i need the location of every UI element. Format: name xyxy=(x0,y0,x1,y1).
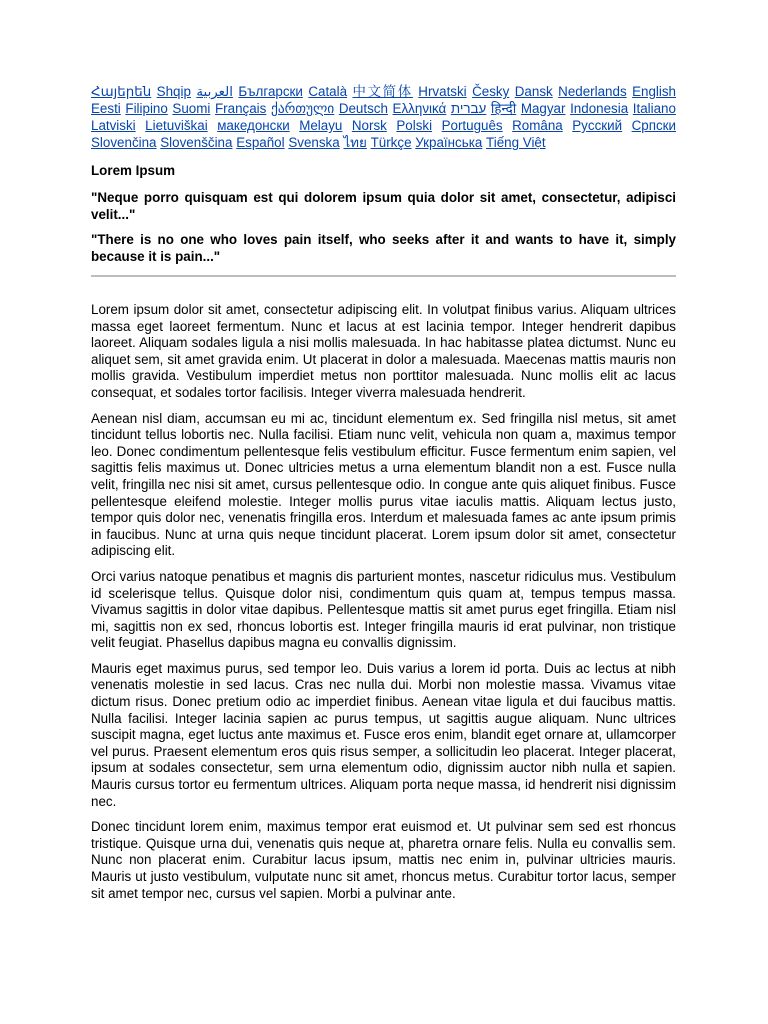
divider xyxy=(91,275,676,277)
language-link-estonian[interactable]: Eesti xyxy=(91,101,121,116)
language-link-filipino[interactable]: Filipino xyxy=(125,101,168,116)
paragraph-3: Orci varius natoque penatibus et magnis dis parturient montes, nascetur ridiculus mus. Vestibulum id scelerisque tellus. Quisque dolor nisi, condimentum quis quam at, tempus tempus massa. Vivamus sagittis in dolor vitae dapibus. Pellentesque mattis sit amet purus eget fringilla. Etiam nisl mi, sagittis non ex sed, rhoncus lobortis est. Integer fringilla mauris id erat pulvinar, non tristique velit feugiat. Phasellus dapibus magna eu convallis dignissim. xyxy=(91,568,676,651)
language-link-swedish[interactable]: Svenska xyxy=(288,135,340,150)
language-link-dutch[interactable]: Nederlands xyxy=(558,84,627,99)
language-link-latvian[interactable]: Latviski xyxy=(91,118,136,133)
language-link-polish[interactable]: Polski xyxy=(396,118,433,133)
paragraph-4: Mauris eget maximus purus, sed tempor leo. Duis varius a lorem id porta. Duis ac lectus at nibh venenatis molestie in sed lacus. Cras nec nulla dui. Morbi non molestie massa. Vivamus vitae dictum risus. Donec pretium odio ac imperdiet finibus. Aenean vitae ligula et dui faucibus mattis. Nulla facilisi. Integer lacinia sapien ac purus tempus, ut sagittis augue aliquam. Nunc ultrices suscipit magna, eget luctus ante maximus et. Fusce eros enim, blandit eget ornare at, ullamcorper vel purus. Praesent elementum eros quis risus semper, a sollicitudin leo placerat. Integer placerat, ipsum at sodales consectetur, sem urna elementum odio, dignissim auctor nibh nulla et sapien. Mauris cursus tortor eu fermentum ultrices. Aliquam porta neque massa, id hendrerit nisi dignissim nec. xyxy=(91,660,676,809)
language-link-chinese[interactable]: 中文简体 xyxy=(352,84,413,99)
language-link-german[interactable]: Deutsch xyxy=(338,101,388,116)
language-link-russian[interactable]: Pyccкий xyxy=(572,118,623,133)
language-link-serbian[interactable]: Српски xyxy=(631,118,676,133)
language-link-ukrainian[interactable]: Українська xyxy=(415,135,483,150)
quote-latin: "Neque porro quisquam est qui dolorem ipsum quia dolor sit amet, consectetur, adipisci velit..." xyxy=(91,190,676,222)
paragraph-5: Donec tincidunt lorem enim, maximus tempor erat euismod et. Ut pulvinar sem sed est rhoncus tristique. Quisque urna dui, venenatis quis neque at, pharetra ornare felis. Nulla eu convallis sem. Nunc non placerat enim. Curabitur lacus ipsum, mattis nec enim in, pulvinar ultricies mauris. Mauris ut justo vestibulum, vulputate nunc sit amet, rhoncus metus. Curabitur tortor lacus, semper sit amet tempor nec, cursus vel sapien. Morbi a pulvinar ante. xyxy=(91,819,676,901)
language-link-french[interactable]: Français xyxy=(215,101,267,116)
language-link-portuguese[interactable]: Português xyxy=(441,118,503,133)
language-link-hebrew[interactable]: עברית xyxy=(450,101,487,116)
language-link-malay[interactable]: Melayu xyxy=(299,118,343,133)
language-selector xyxy=(91,83,676,151)
language-link-greek[interactable]: Ελληνικά xyxy=(392,101,447,116)
language-link-finnish[interactable]: Suomi xyxy=(172,101,211,116)
page-title: Lorem Ipsum xyxy=(91,163,176,178)
language-link-danish[interactable]: Dansk xyxy=(514,84,553,99)
language-link-turkish[interactable]: Türkçe xyxy=(370,135,412,150)
body-text xyxy=(91,302,676,902)
language-link-english[interactable]: English xyxy=(632,84,676,99)
language-link-romanian[interactable]: Româna xyxy=(512,118,563,133)
language-link-norwegian[interactable]: Norsk xyxy=(351,118,387,133)
language-link-czech[interactable]: Česky xyxy=(472,84,510,99)
language-link-lithuanian[interactable]: Lietuviškai xyxy=(145,118,208,133)
language-link-hungarian[interactable]: Magyar xyxy=(520,101,566,116)
language-link-catalan[interactable]: Català xyxy=(308,84,348,99)
paragraph-2: Aenean nisl diam, accumsan eu mi ac, tincidunt elementum ex. Sed fringilla nisl metus, sit amet tincidunt tellus lobortis nec. Nulla facilisi. Etiam nunc velit, vehicula non quam a, maximus tempor leo. Donec condimentum pellentesque felis vestibulum efficitur. Fusce fermentum enim sapien, vel sagittis felis maximus ut. Donec ultricies metus a urna elementum blandit non a est. Fusce nulla velit, fringilla nec nisi sit amet, cursus pellentesque odio. In congue ante quis aliquet finibus. Fusce pellentesque eleifend molestie. Integer mollis purus vitae iaculis mattis. Aliquam lectus justo, tempor quis dolor nec, venenatis fringilla eros. Interdum et malesuada fames ac ante ipsum primis in faucibus. Nunc at urna quis neque tincidunt placerat. Lorem ipsum dolor sit amet, consectetur adipiscing elit. xyxy=(91,410,676,559)
language-link-italian[interactable]: Italiano xyxy=(632,101,676,116)
language-link-georgian[interactable]: ქართული xyxy=(270,101,335,116)
quote-english: "There is no one who loves pain itself, who seeks after it and wants to have it, simply because it is pain..." xyxy=(91,232,676,264)
language-link-macedonian[interactable]: македонски xyxy=(217,118,290,133)
language-link-croatian[interactable]: Hrvatski xyxy=(418,84,467,99)
language-link-slovenian[interactable]: Slovenščina xyxy=(160,135,233,150)
language-link-spanish[interactable]: Español xyxy=(236,135,285,150)
language-link-bulgarian[interactable]: Български xyxy=(238,84,303,99)
language-link-armenian[interactable]: Հայերեն xyxy=(91,84,152,99)
language-link-vietnamese[interactable]: Tiếng Việt xyxy=(486,135,546,150)
language-link-arabic[interactable]: العربية xyxy=(196,84,233,99)
language-link-hindi[interactable]: हिन्दी xyxy=(490,101,517,116)
language-link-albanian[interactable]: Shqip xyxy=(156,84,191,99)
language-link-slovak[interactable]: Slovenčina xyxy=(91,135,157,150)
document-content xyxy=(91,83,676,911)
paragraph-1: Lorem ipsum dolor sit amet, consectetur adipiscing elit. In volutpat finibus varius. Aliquam ultrices massa eget laoreet fermentum. Nunc et lacus at est lacinia tempor. Integer hendrerit dapibus laoreet. Aliquam sodales ligula a nisi mollis malesuada. In hac habitasse platea dictumst. Nunc eu aliquet sem, sit amet gravida enim. Ut placerat in dolor a malesuada. Maecenas mattis mauris non mollis gravida. Vestibulum imperdiet metus non porttitor malesuada. Nunc mollis elit ac lacus consequat, et sodales tortor facilisis. Integer viverra malesuada hendrerit. xyxy=(91,302,676,400)
language-link-thai[interactable]: ไทย xyxy=(343,135,367,150)
language-link-indonesian[interactable]: Indonesia xyxy=(570,101,629,116)
